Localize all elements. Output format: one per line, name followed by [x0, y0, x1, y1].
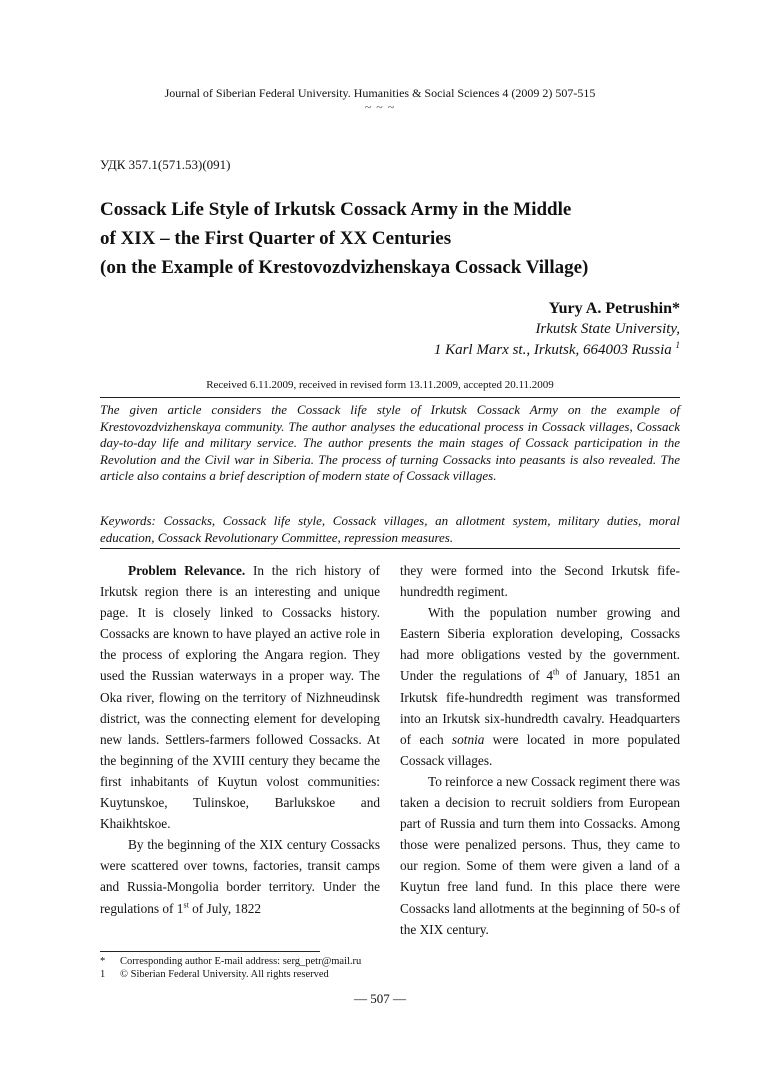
author-address	[434, 340, 680, 361]
italic-term: sotnia	[451, 731, 485, 747]
paragraph-text: of January, 1851 an Irkutsk fife-hundredth regiment was transformed into an Irkutsk six-hundredth cavalry. Headquarters of each	[400, 668, 680, 747]
paragraph-problem-relevance	[100, 560, 380, 834]
abstract: The given article considers the Cossack life style of Irkutsk Cossack Army on the example of Krestovozdvizhenskaya community. The author analyses the educational process in Cossack villages, Cossack day-to-day life and military service. The author presents the main stages of Cossack participation in the Revolution and the Civil war in Siberia. The process of turning Cossacks into peasants is also revealed. The article also contains a brief description of modern state of Cossack villages.	[100, 402, 680, 483]
page-number: — 507 —	[354, 991, 406, 1006]
ordinal-suffix: st	[183, 900, 189, 910]
section-heading: Problem Relevance.	[128, 563, 246, 578]
title-line-1: Cossack Life Style of Irkutsk Cossack Army in the Middle	[100, 199, 572, 220]
paragraph-text: In the rich history of Irkutsk region there is an interesting and unique page. It is closely linked to Cossacks history. Cossacks are known to have played an active role in the process of exploring the Angara region. They used the Russian waterways in a proper way. The Oka river, flowing on the territory of Nizhneudinsk district, was the connecting element for developing new lands. Settlers-farmers followed Cossacks. At the beginning of the XVIII century they became the first inhabitants of Kuytun volost communities: Kuytunskoe, Tulinskoe, Barlukskoe and Khaikhtskoe.	[100, 563, 380, 832]
abstract-bottom-rule	[100, 548, 680, 549]
ordinal-suffix: th	[553, 668, 560, 678]
paragraph-population	[400, 602, 680, 771]
body-column-right	[400, 560, 680, 940]
paragraph-reinforce: To reinforce a new Cossack regiment there was taken a decision to recruit soldiers from European part of Russia and turn them into Cossacks. Among those were penalized persons. Thus, they came to our region. Some of them were given a land of a Kuytun free land fund. In this place there were Cossacks land allotments at the beginning of 50-s of the XIX century.	[400, 773, 680, 937]
footnote-rule	[100, 951, 320, 952]
journal-header: Journal of Siberian Federal University. Humanities & Social Sciences 4 (2009 2) 507-515	[164, 86, 596, 100]
article-title	[100, 195, 680, 282]
udk-code: УДК 357.1(571.53)(091)	[100, 157, 231, 172]
author-affiliation: Irkutsk State University,	[535, 321, 680, 337]
paragraph-text: were located in more populated Cossack villages.	[400, 731, 680, 768]
received-dates: Received 6.11.2009, received in revised form 13.11.2009, accepted 20.11.2009	[206, 379, 554, 391]
body-column-left	[100, 560, 380, 919]
keywords: Keywords: Cossacks, Cossack life style, Cossack villages, an allotment system, military duties, moral education, Cossack Revolutionary Committee, repression measures.	[100, 513, 680, 545]
paragraph-text: With the population number growing and Eastern Siberia exploration developing, Cossacks had more obligations vested by the government. Under the regulations of 4	[400, 605, 680, 684]
author-address-text: 1 Karl Marx st., Irkutsk, 664003 Russia	[433, 342, 676, 358]
paragraph-text: By the beginning of the XIX century Cossacks were scattered over towns, factories, transit camps and Russia-Mongolia border territory. Under the regulations of 1	[100, 837, 380, 916]
paragraph-text: of July, 1822	[188, 900, 262, 916]
footnote-copyright	[100, 968, 329, 981]
footnote-text: Corresponding author E-mail address: serg_petr@mail.ru	[120, 956, 362, 967]
author-block	[434, 298, 680, 361]
title-line-2: of XIX – the First Quarter of XX Centuries	[100, 228, 452, 249]
author-address-footnote-mark: 1	[675, 340, 680, 350]
paragraph-continued: they were formed into the Second Irkutsk fife-hundredth regiment.	[400, 563, 680, 600]
abstract-top-rule	[100, 397, 680, 398]
footnote-text: © Siberian Federal University. All rights reserved	[120, 969, 329, 980]
footnote-mark: 1	[100, 969, 106, 980]
footnote-corresponding-author	[100, 955, 361, 968]
paragraph-xix-century	[100, 834, 380, 918]
footnote-mark: *	[100, 956, 106, 967]
header-ornament: ~ ~ ~	[364, 100, 396, 114]
author-name: Yury A. Petrushin*	[548, 300, 680, 317]
title-line-3: (on the Example of Krestovozdvizhenskaya Cossack Village)	[100, 257, 589, 278]
